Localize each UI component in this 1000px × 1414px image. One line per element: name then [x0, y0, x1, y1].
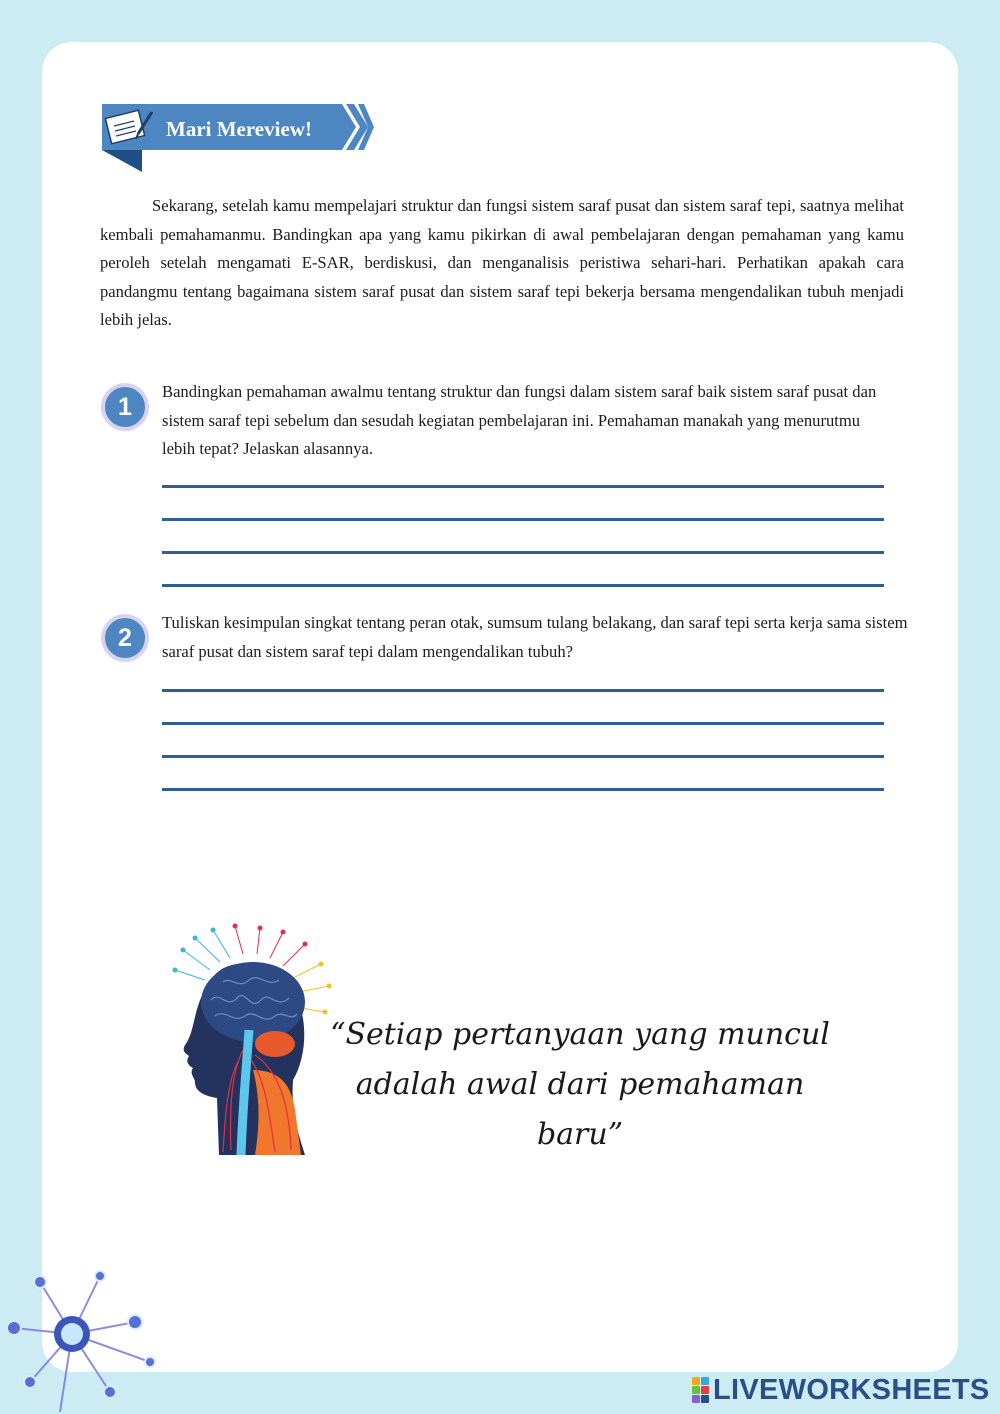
question-text-2: Tuliskan kesimpulan singkat tentang peran otak, sumsum tulang belakang, dan saraf tepi serta kerja sama sistem saraf pusat dan sistem saraf tepi dalam mengendalikan tubuh?	[162, 613, 908, 661]
answer-line[interactable]	[162, 485, 884, 488]
liveworksheets-logo[interactable]	[692, 1373, 990, 1407]
answer-line[interactable]	[162, 518, 884, 521]
motivational-quote	[330, 1010, 830, 1160]
answer-line[interactable]	[162, 788, 884, 791]
answer-line[interactable]	[162, 551, 884, 554]
answer-line[interactable]	[162, 722, 884, 725]
liveworksheets-icon	[692, 1377, 709, 1403]
brand-name: LIVEWORKSHEETS	[713, 1373, 990, 1406]
question-text-1: Bandingkan pemahaman awalmu tentang struktur dan fungsi dalam sistem saraf baik sistem saraf pusat dan sistem saraf tepi sebelum dan sesudah kegiatan pembelajaran ini. Pemahaman manakah yang menurutmu lebih tepat? Jelaskan alasannya.	[162, 382, 877, 458]
answer-line[interactable]	[162, 689, 884, 692]
neuron-decoration	[0, 1262, 160, 1414]
quote-line-1: “Setiap pertanyaan yang muncul	[330, 1017, 830, 1052]
section-banner	[102, 104, 374, 176]
section-title: Mari Mereview!	[166, 117, 312, 141]
question-number-2: 2	[101, 614, 149, 662]
brain-head-illustration	[165, 920, 345, 1155]
intro-paragraph: Sekarang, setelah kamu mempelajari struktur dan fungsi sistem saraf pusat dan sistem saraf tepi, saatnya melihat kembali pemahamanmu. Bandingkan apa yang kamu pikirkan di awal pembelajaran dengan pemahaman yang kamu peroleh setelah mengamati E-SAR, berdiskusi, dan menganalisis peristiwa sehari-hari. Perhatikan apakah cara pandangmu tentang bagaimana sistem saraf pusat dan sistem saraf tepi bekerja bersama mengendalikan tubuh menjadi lebih jelas.	[100, 196, 904, 330]
answer-line[interactable]	[162, 755, 884, 758]
question-number-1: 1	[101, 383, 149, 431]
answer-line[interactable]	[162, 584, 884, 587]
quote-line-2: adalah awal dari pemahaman baru”	[355, 1067, 805, 1152]
